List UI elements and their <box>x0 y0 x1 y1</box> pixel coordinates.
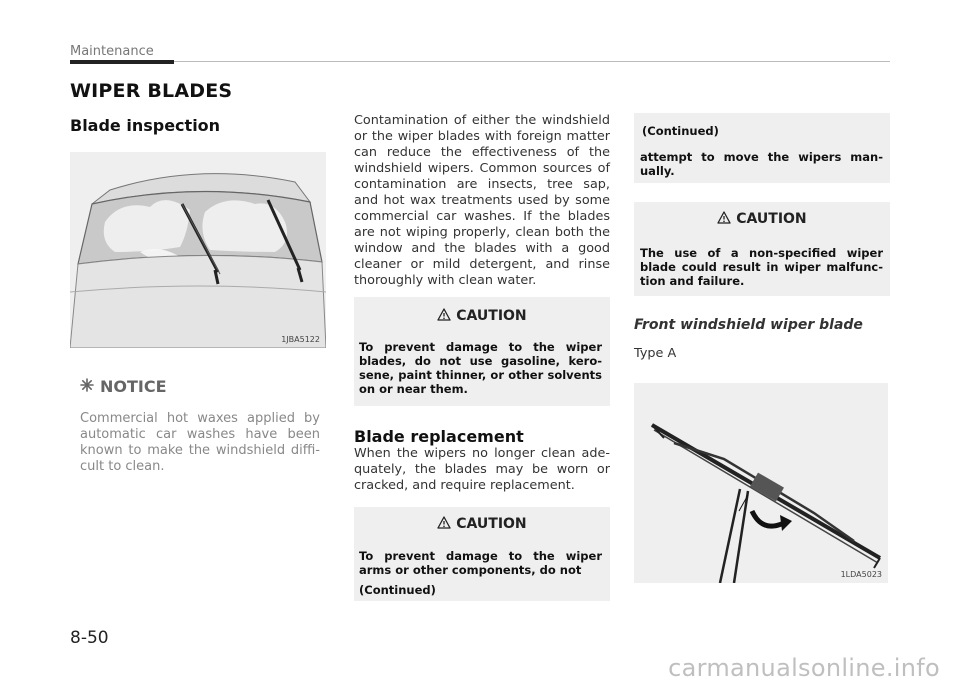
wiper-blade-figure <box>634 383 888 583</box>
windshield-figure <box>70 152 326 348</box>
page-number: 8-50 <box>70 628 109 648</box>
caution-header <box>354 308 610 324</box>
notice-header <box>80 377 167 396</box>
warning-triangle-icon <box>437 308 451 324</box>
watermark: carmanualsonline.info <box>668 654 940 682</box>
caution-header <box>354 516 610 532</box>
section-label: Maintenance <box>70 44 154 59</box>
caution-title: CAUTION <box>456 516 527 532</box>
continued-text: attempt to move the wipers man-ually. <box>640 150 883 178</box>
header-rule-thick <box>70 60 174 64</box>
caution-box-1 <box>354 297 610 406</box>
caution-box-3 <box>634 202 890 296</box>
caution-box-2 <box>354 507 610 601</box>
replacement-paragraph: When the wipers no longer clean ade-quately, the blades may be worn or cracked, and require replacement. <box>354 446 610 493</box>
sparkle-icon <box>80 377 94 396</box>
caution-text: To prevent damage to the wiper arms or other components, do not <box>359 549 602 577</box>
header-rule-thin <box>174 61 890 62</box>
notice-title: NOTICE <box>100 377 167 396</box>
type-label: Type A <box>634 346 677 361</box>
caution-text: To prevent damage to the wiper blades, do not use gasoline, kero-sene, paint thinner, or other solvents on or near them. <box>359 340 602 396</box>
page-title: WIPER BLADES <box>70 80 233 102</box>
notice-text: Commercial hot waxes applied by automatic car washes have been known to make the windshield diffi-cult to clean. <box>80 411 320 474</box>
blade-inspection-heading: Blade inspection <box>70 116 221 135</box>
caution-text: The use of a non-specified wiper blade could result in wiper malfunc-tion and failure. <box>640 246 883 288</box>
continued-label: (Continued) <box>359 583 436 597</box>
blade-replacement-heading: Blade replacement <box>354 427 524 446</box>
continued-box <box>634 113 890 183</box>
continued-label: (Continued) <box>642 124 719 138</box>
figure-code: 1JBA5122 <box>281 335 320 344</box>
caution-title: CAUTION <box>736 211 807 227</box>
warning-triangle-icon <box>717 211 731 227</box>
warning-triangle-icon <box>437 516 451 532</box>
caution-title: CAUTION <box>456 308 527 324</box>
windshield-illustration <box>70 152 326 348</box>
front-wiper-heading: Front windshield wiper blade <box>634 317 863 333</box>
figure-code: 1LDA5023 <box>840 570 882 579</box>
caution-header <box>634 211 890 227</box>
wiper-blade-illustration <box>634 383 888 583</box>
contamination-paragraph: Contamination of either the windshield or the wiper blades with foreign matter can reduce the effectiveness of the windshield wipers. Common sources of contamination are insects, tree sap, and hot wax treatments used by some commercial car washes. If the blades are not wiping properly, clean both the window and the blades with a good cleaner or mild detergent, and rinse thoroughly with clean water. <box>354 113 610 288</box>
